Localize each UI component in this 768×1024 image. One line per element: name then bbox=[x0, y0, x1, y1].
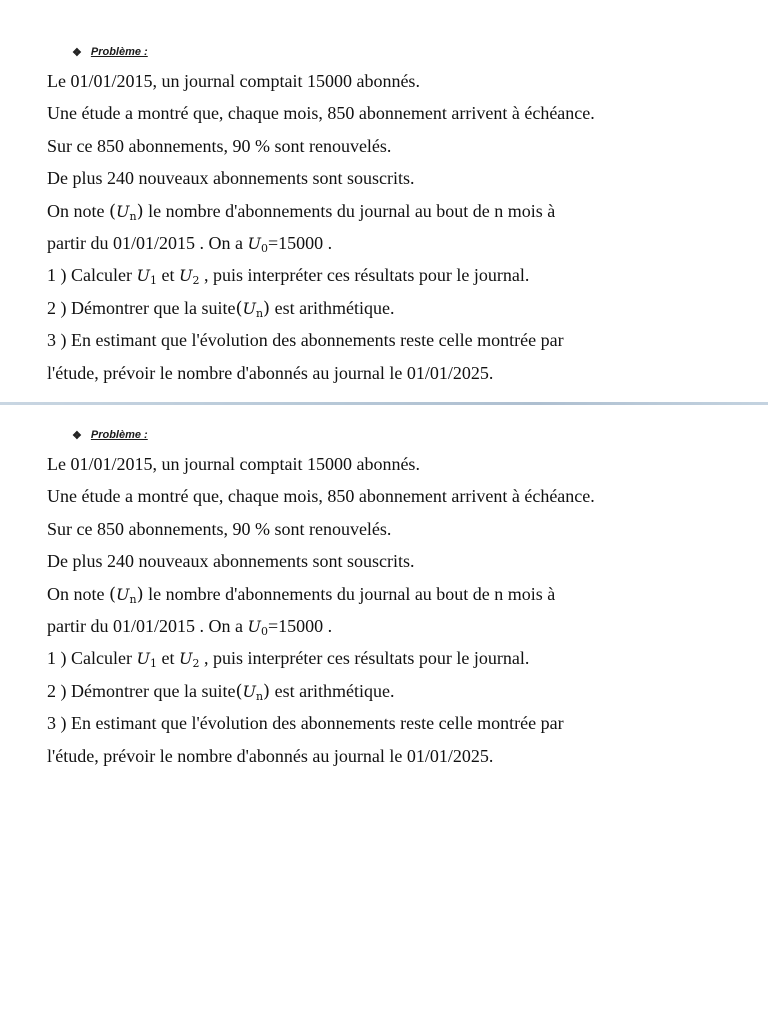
math-sub: 0 bbox=[260, 624, 268, 638]
text-segment: 1 ) Calculer bbox=[47, 648, 137, 669]
math-sub: 1 bbox=[149, 657, 157, 671]
math-u2 bbox=[178, 649, 200, 671]
problem-block-2 bbox=[0, 425, 768, 772]
text-line-10: l'étude, prévoir le nombre d'abonnés au journal le 01/01/2025. bbox=[47, 745, 494, 766]
problem-heading-label: Problème : bbox=[90, 46, 148, 58]
text-segment: partir du 01/01/2015 . On a bbox=[47, 232, 248, 253]
math-var: U bbox=[247, 233, 261, 253]
text-line-6 bbox=[47, 610, 768, 642]
math-var: U bbox=[178, 649, 193, 669]
math-sub: n bbox=[255, 689, 264, 703]
text-segment: , puis interpréter ces résultats pour le journal. bbox=[199, 265, 530, 286]
text-line-7 bbox=[47, 642, 768, 674]
math-paren-close: ) bbox=[136, 200, 144, 222]
math-sub: 2 bbox=[192, 274, 200, 288]
math-un bbox=[116, 202, 137, 221]
problem-heading-label: Problème : bbox=[90, 429, 148, 441]
math-u0 bbox=[247, 234, 267, 253]
text-segment: partir du 01/01/2015 . On a bbox=[47, 615, 248, 636]
text-segment: 2 ) Démontrer que la suite bbox=[47, 297, 236, 318]
text-segment: est arithmétique. bbox=[270, 680, 395, 701]
problem-text bbox=[47, 65, 768, 389]
text-line-8 bbox=[47, 292, 768, 324]
text-line-1: Le 01/01/2015, un journal comptait 15000 abonnés. bbox=[47, 454, 420, 474]
math-var: U bbox=[116, 201, 130, 221]
math-sub: n bbox=[255, 306, 264, 320]
math-u1 bbox=[136, 266, 157, 288]
math-var: U bbox=[178, 266, 193, 286]
text-line-9: 3 ) En estimant que l'évolution des abonnements reste celle montrée par bbox=[47, 713, 564, 734]
text-line-8 bbox=[47, 675, 768, 707]
text-line-4: De plus 240 nouveaux abonnements sont souscrits. bbox=[47, 168, 415, 189]
text-segment: 2 ) Démontrer que la suite bbox=[47, 680, 236, 701]
text-line-9: 3 ) En estimant que l'évolution des abonnements reste celle montrée par bbox=[47, 330, 564, 351]
problem-text bbox=[47, 448, 768, 772]
text-line-3: Sur ce 850 abonnements, 90 % sont renouvelés. bbox=[47, 518, 392, 539]
math-sub: n bbox=[129, 592, 137, 606]
text-segment: le nombre d'abonnements du journal au bout de n mois à bbox=[143, 200, 556, 221]
text-segment: et bbox=[156, 265, 179, 286]
math-var: U bbox=[136, 649, 150, 669]
math-paren-close: ) bbox=[263, 680, 271, 702]
text-line-7 bbox=[47, 259, 768, 291]
math-u0 bbox=[247, 617, 267, 636]
text-line-5 bbox=[47, 195, 768, 227]
text-segment: et bbox=[156, 648, 179, 669]
text-line-6 bbox=[47, 227, 768, 259]
math-var: U bbox=[242, 298, 256, 318]
math-paren-open: ( bbox=[235, 297, 243, 319]
math-sub: n bbox=[129, 209, 137, 223]
math-paren-open: ( bbox=[235, 680, 243, 702]
text-segment: On note bbox=[47, 200, 109, 221]
math-var: U bbox=[116, 584, 130, 604]
text-segment: =15000 . bbox=[267, 232, 333, 253]
diamond-bullet-icon: ❖ bbox=[72, 429, 82, 442]
math-var: U bbox=[247, 616, 261, 636]
math-var: U bbox=[242, 681, 256, 701]
text-segment: 1 ) Calculer bbox=[47, 265, 137, 286]
problem-block-1 bbox=[0, 42, 768, 389]
text-segment: , puis interpréter ces résultats pour le journal. bbox=[199, 648, 530, 669]
math-un bbox=[242, 299, 263, 318]
math-paren-close: ) bbox=[136, 583, 144, 605]
math-var: U bbox=[136, 266, 150, 286]
text-line-10: l'étude, prévoir le nombre d'abonnés au journal le 01/01/2025. bbox=[47, 362, 494, 383]
text-line-5 bbox=[47, 578, 768, 610]
math-sub: 0 bbox=[260, 241, 268, 255]
math-sub: 1 bbox=[149, 274, 157, 288]
text-segment: est arithmétique. bbox=[270, 297, 395, 318]
problem-heading bbox=[72, 42, 768, 62]
math-paren-open: ( bbox=[109, 200, 117, 222]
text-line-4: De plus 240 nouveaux abonnements sont souscrits. bbox=[47, 551, 415, 572]
math-u2 bbox=[178, 266, 200, 288]
diamond-bullet-icon: ❖ bbox=[72, 46, 82, 59]
math-un bbox=[242, 682, 263, 701]
text-line-3: Sur ce 850 abonnements, 90 % sont renouvelés. bbox=[47, 135, 392, 156]
text-line-1: Le 01/01/2015, un journal comptait 15000 abonnés. bbox=[47, 71, 420, 91]
page-divider bbox=[0, 402, 768, 405]
math-un bbox=[116, 585, 137, 604]
math-u1 bbox=[136, 649, 157, 671]
text-segment: =15000 . bbox=[267, 615, 333, 636]
problem-heading bbox=[72, 425, 768, 445]
text-line-2: Une étude a montré que, chaque mois, 850 abonnement arrivent à échéance. bbox=[47, 103, 595, 124]
math-sub: 2 bbox=[192, 657, 200, 671]
math-paren-close: ) bbox=[263, 297, 271, 319]
text-line-2: Une étude a montré que, chaque mois, 850 abonnement arrivent à échéance. bbox=[47, 486, 595, 507]
math-paren-open: ( bbox=[109, 583, 117, 605]
text-segment: On note bbox=[47, 583, 109, 604]
text-segment: le nombre d'abonnements du journal au bout de n mois à bbox=[143, 583, 556, 604]
